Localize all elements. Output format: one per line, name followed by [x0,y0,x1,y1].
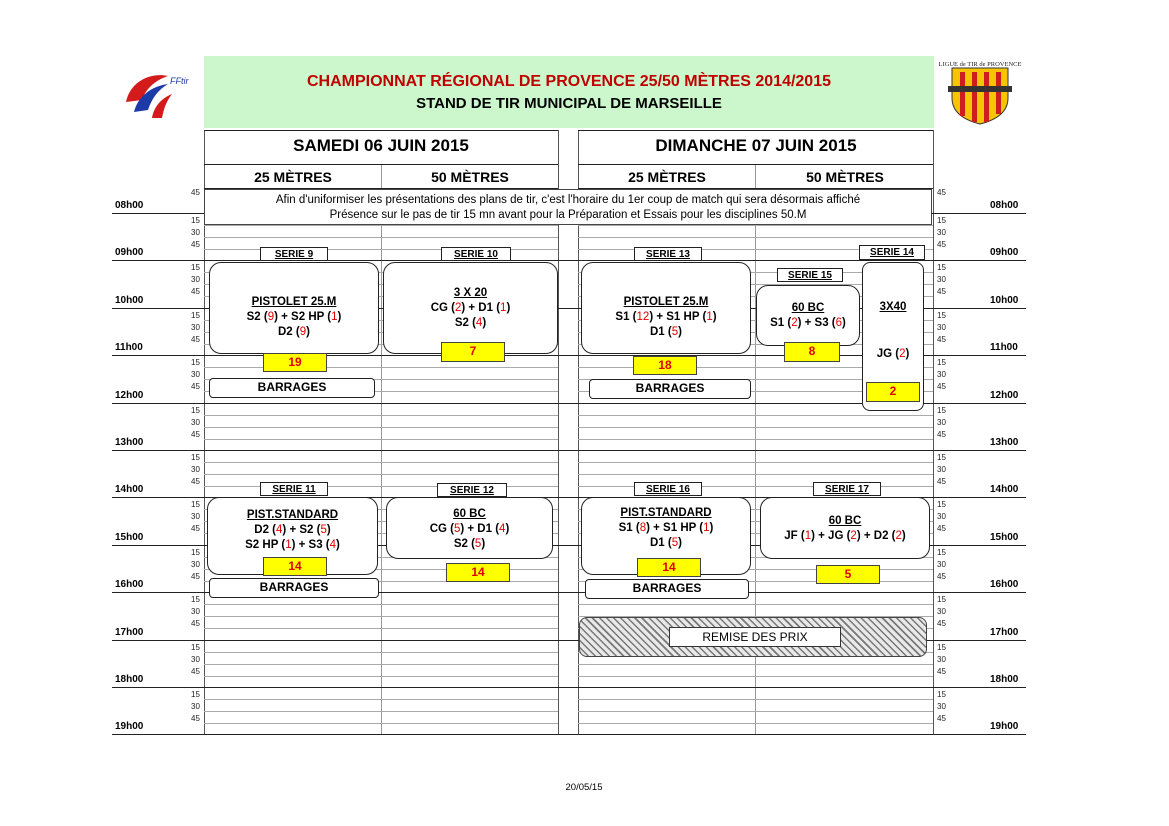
serie-label-13: SERIE 13 [634,247,702,261]
minute-mark: 30 [191,607,200,616]
quarter-line [578,664,933,665]
quarter-line [204,367,558,368]
shooter-count-badge: 18 [633,356,697,375]
minute-mark: 15 [937,216,946,225]
notice-line-1: Afin d'uniformiser les présentations des plans de tir, c'est l'horaire du 1er coup de match qui sera désormais affiché [275,194,861,206]
minute-mark: 30 [191,370,200,379]
event-line: D1 (5) [650,537,682,549]
col-header-50m-sun: 50 MÈTRES [806,169,884,185]
minute-mark: 15 [937,500,946,509]
logo-right-text: LIGUE de TIR de PROVENCE [938,61,1022,68]
shooter-count-badge: 8 [784,342,840,362]
serie-label-10: SERIE 10 [441,247,511,261]
shooter-count-badge: 7 [441,342,505,362]
venue-subtitle: STAND DE TIR MUNICIPAL DE MARSEILLE [416,95,722,112]
logo-left-text: FFtir [170,76,189,86]
hour-label-right: 14h00 [990,484,1019,495]
minute-mark: 15 [937,690,946,699]
quarter-line [578,474,933,475]
minute-mark: 15 [937,406,946,415]
quarter-line [578,237,933,238]
serie-label-12: SERIE 12 [437,483,507,497]
minute-mark: 15 [937,358,946,367]
barrages-sun-morning: BARRAGES [589,379,751,399]
hour-label-right: 09h00 [990,247,1019,258]
shooter-count-badge: 14 [263,557,327,576]
minute-mark: 30 [937,228,946,237]
minute-mark: 45 [937,477,946,486]
quarter-line [204,699,558,700]
hour-label-right: 16h00 [990,579,1019,590]
quarter-line [204,415,558,416]
shooter-count-badge: 5 [816,565,880,584]
hour-label-right: 10h00 [990,295,1019,306]
event-line: S2 HP (1) + S3 (4) [245,539,340,551]
event-line: S1 (12) + S1 HP (1) [615,311,717,323]
minute-mark: 30 [937,655,946,664]
minute-mark: 15 [191,263,200,272]
minute-mark: 45 [937,714,946,723]
minute-mark: 15 [191,548,200,557]
quarter-line [204,225,558,226]
quarter-line [578,699,933,700]
quarter-line [204,439,558,440]
ligue-provence-logo [934,56,1026,128]
event-line: S2 (4) [454,317,487,329]
minute-mark: 30 [937,418,946,427]
hour-line [112,450,1026,451]
minute-mark: 45 [937,188,946,197]
minute-mark: 45 [937,287,946,296]
hour-label-right: 12h00 [990,390,1019,401]
footer-date: 20/05/15 [565,782,603,793]
minute-mark: 45 [937,240,946,249]
minute-mark: 30 [937,607,946,616]
prize-ceremony-label: REMISE DES PRIX [669,627,841,647]
minute-mark: 15 [191,595,200,604]
minute-mark: 30 [191,323,200,332]
quarter-line [578,225,933,226]
minute-mark: 45 [937,667,946,676]
quarter-line [204,474,558,475]
hour-label-left: 08h00 [115,200,144,211]
hour-label-left: 11h00 [115,342,143,353]
quarter-line [204,604,558,605]
hour-line [112,687,1026,688]
barrages-sat-morning: BARRAGES [209,378,375,398]
event-line: CG (2) + D1 (1) [430,302,511,314]
event-title: PISTOLET 25.M [623,296,709,308]
quarter-line [204,616,558,617]
event-serie-12 [386,497,553,559]
minute-mark: 15 [937,643,946,652]
quarter-line [578,604,933,605]
minute-mark: 15 [937,595,946,604]
header-band [112,56,1026,128]
minute-mark: 45 [191,524,200,533]
minute-mark: 30 [191,275,200,284]
hour-label-right: 18h00 [990,674,1019,685]
event-title: 3X40 [879,301,907,313]
shooter-count-badge: 14 [446,563,510,582]
minute-mark: 45 [191,572,200,581]
quarter-line [204,462,558,463]
minute-mark: 30 [937,560,946,569]
hour-label-right: 11h00 [990,342,1018,353]
minute-mark: 30 [191,702,200,711]
quarter-line [578,427,933,428]
day-title-sunday: DIMANCHE 07 JUIN 2015 [655,136,857,155]
quarter-line [204,723,558,724]
minute-mark: 15 [191,690,200,699]
minute-mark: 30 [937,323,946,332]
serie-label-14: SERIE 14 [859,245,925,260]
quarter-line [204,664,558,665]
event-serie-17 [760,497,930,559]
quarter-line [204,711,558,712]
event-line: S2 (5) [453,538,486,550]
minute-mark: 45 [937,619,946,628]
quarter-line [204,237,558,238]
minute-mark: 45 [191,240,200,249]
event-serie-13 [581,262,751,354]
quarter-line [204,427,558,428]
minute-mark: 45 [191,619,200,628]
quarter-line [578,462,933,463]
hour-label-left: 13h00 [115,437,144,448]
event-line: D2 (4) + S2 (5) [254,524,331,536]
shooter-count-badge: 19 [263,353,327,372]
minute-mark: 30 [191,228,200,237]
minute-mark: 30 [937,370,946,379]
serie-label-9: SERIE 9 [260,247,328,261]
quarter-line [578,711,933,712]
hour-line [112,734,1026,735]
minute-mark: 30 [937,465,946,474]
hour-label-right: 08h00 [990,200,1019,211]
minute-mark: 45 [937,335,946,344]
quarter-line [578,415,933,416]
minute-mark: 30 [937,512,946,521]
event-serie-15 [756,285,860,346]
quarter-line [578,676,933,677]
minute-mark: 45 [937,382,946,391]
event-line: JG (2) [876,348,910,360]
minute-mark: 30 [937,275,946,284]
event-title: PISTOLET 25.M [251,296,337,308]
minute-mark: 30 [191,418,200,427]
minute-mark: 45 [191,287,200,296]
fftir-logo [112,56,204,128]
quarter-line [204,628,558,629]
minute-mark: 30 [937,702,946,711]
minute-mark: 45 [191,382,200,391]
minute-mark: 45 [937,430,946,439]
header-line [204,130,558,131]
serie-label-17: SERIE 17 [813,482,881,496]
minute-mark: 45 [191,430,200,439]
hour-label-left: 16h00 [115,579,144,590]
event-title: 60 BC [453,508,486,520]
event-title: 60 BC [828,515,862,527]
minute-mark: 45 [191,667,200,676]
barrages-sat-afternoon: BARRAGES [209,578,379,598]
header-line [204,164,558,165]
hour-label-left: 17h00 [115,627,144,638]
championship-title: CHAMPIONNAT RÉGIONAL DE PROVENCE 25/50 MÈTRES 2014/2015 [307,73,831,90]
event-title: PIST.STANDARD [620,507,712,519]
notice-line-2: Présence sur le pas de tir 15 mn avant pour la Préparation et Essais pour les disciplines 50.M [329,209,807,221]
event-line: S1 (2) + S3 (6) [770,317,846,329]
minute-mark: 45 [937,524,946,533]
hour-label-right: 15h00 [990,532,1019,543]
hour-line [112,260,1026,261]
minute-mark: 30 [191,512,200,521]
minute-mark: 45 [191,714,200,723]
hour-label-right: 13h00 [990,437,1019,448]
hour-label-left: 10h00 [115,295,144,306]
serie-label-16: SERIE 16 [634,482,702,496]
event-title: PIST.STANDARD [246,509,339,521]
quarter-line [578,439,933,440]
event-line: CG (5) + D1 (4) [429,523,510,535]
event-line: S2 (9) + S2 HP (1) [246,311,342,323]
hour-label-left: 12h00 [115,390,144,401]
col-header-25m-sun: 25 MÈTRES [628,169,706,185]
minute-mark: 15 [937,311,946,320]
col-header-50m-sat: 50 MÈTRES [431,169,509,185]
minute-mark: 45 [191,477,200,486]
event-title: 3 X 20 [453,287,488,299]
minute-mark: 15 [937,453,946,462]
minute-mark: 15 [191,500,200,509]
quarter-line [578,723,933,724]
quarter-line [204,652,558,653]
serie-label-11: SERIE 11 [260,482,328,496]
serie-label-15: SERIE 15 [777,268,843,282]
event-line: S1 (8) + S1 HP (1) [618,522,714,534]
col-header-25m-sat: 25 MÈTRES [254,169,332,185]
minute-mark: 45 [191,335,200,344]
minute-mark: 15 [191,358,200,367]
hour-label-left: 09h00 [115,247,144,258]
hour-label-left: 15h00 [115,532,144,543]
notice-box [204,189,932,225]
hour-label-left: 19h00 [115,721,144,732]
event-serie-9 [209,262,379,354]
minute-mark: 30 [191,655,200,664]
shooter-count-badge: 2 [866,382,920,402]
header-line [578,164,933,165]
minute-mark: 15 [191,643,200,652]
header-line [578,130,933,131]
minute-mark: 15 [937,263,946,272]
minute-mark: 15 [191,406,200,415]
minute-mark: 15 [191,216,200,225]
minute-mark: 45 [937,572,946,581]
quarter-line [204,676,558,677]
event-line: JF (1) + JG (2) + D2 (2) [784,530,906,542]
event-title: 60 BC [791,302,825,314]
event-line: D1 (5) [650,326,682,338]
minute-mark: 45 [191,188,200,197]
column-border [933,130,934,734]
minute-mark: 30 [191,560,200,569]
barrages-sun-afternoon: BARRAGES [585,579,749,599]
hour-label-left: 18h00 [115,674,144,685]
minute-mark: 15 [191,453,200,462]
minute-mark: 30 [191,465,200,474]
minute-mark: 15 [191,311,200,320]
hour-label-right: 17h00 [990,627,1019,638]
event-serie-10 [383,262,558,354]
minute-mark: 15 [937,548,946,557]
hour-label-right: 19h00 [990,721,1019,732]
hour-label-left: 14h00 [115,484,144,495]
day-title-saturday: SAMEDI 06 JUIN 2015 [293,136,469,155]
shooter-count-badge: 14 [637,558,701,577]
event-line: D2 (9) [278,326,310,338]
